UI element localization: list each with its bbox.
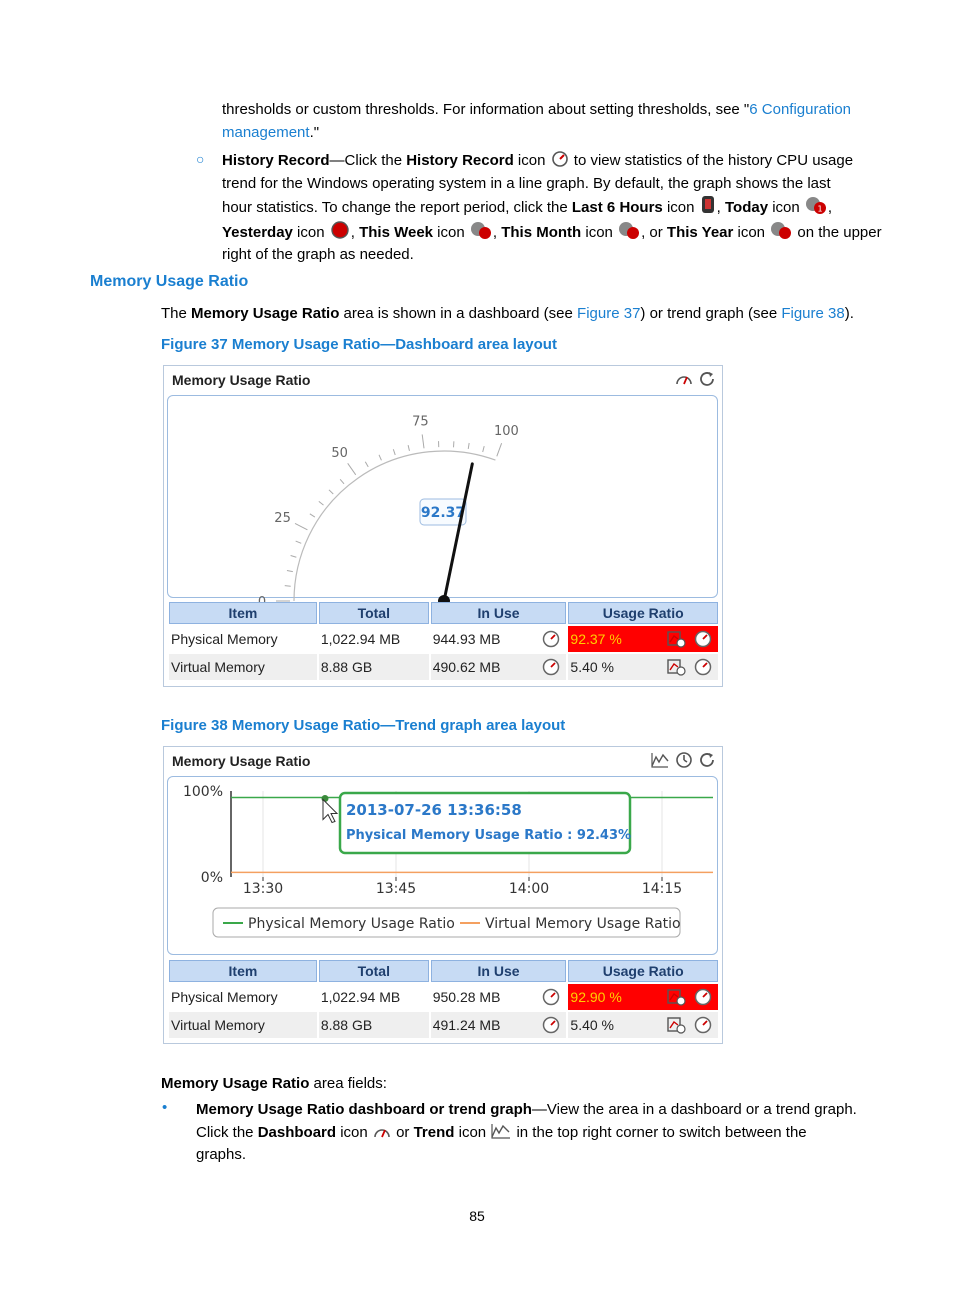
text: icon: [733, 223, 770, 241]
trend-area: [167, 776, 718, 955]
bold-text: Memory Usage Ratio: [191, 305, 340, 322]
text: ) or trend graph (see: [640, 305, 782, 322]
fields-line: [161, 1073, 387, 1096]
table-row: [169, 654, 718, 680]
history-record-icon[interactable]: [694, 988, 712, 1009]
text: icon: [662, 199, 699, 216]
panel-title: Memory Usage Ratio: [172, 753, 311, 769]
x-tick-label: 14:00: [508, 881, 550, 897]
text: icon: [454, 1123, 491, 1141]
history-record-paragraph: History Record—Click the History Record icon to view statistics of the history CPU usage trend for the Windows operating system in a line graph. By default, the graph shows the last hour statistics. To change the report period, click the Last 6 Hours icon , Today icon 1 , Yesterday icon , This Week icon , This Month icon , or This Year icon on the upper right of the graph as needed.: [222, 152, 882, 263]
table-row: [169, 984, 718, 1010]
config-link-2[interactable]: management: [222, 123, 310, 141]
cell-total: 8.88 GB: [319, 1012, 429, 1038]
history-record-icon[interactable]: [694, 658, 712, 679]
history-record-icon: [550, 150, 570, 168]
text: graphs.: [196, 1146, 247, 1163]
bold-text: Memory Usage Ratio: [161, 1075, 310, 1092]
this-year-icon: [769, 220, 793, 240]
history-record-bold: History Record: [406, 152, 514, 169]
alarm-settings-icon[interactable]: [666, 1016, 686, 1037]
figure-38-caption: Figure 38 Memory Usage Ratio—Trend graph area layout: [161, 717, 566, 734]
cell-total: 1,022.94 MB: [320, 631, 401, 647]
cell-inuse: [431, 654, 567, 680]
gauge-tick: [365, 462, 368, 467]
gauge-tick: [329, 490, 333, 494]
col-total: Total: [319, 960, 429, 982]
text: hour statistics. To change the report period, click the: [222, 199, 572, 216]
cell-item: Physical Memory: [171, 631, 278, 647]
cell-item: Virtual Memory: [169, 1012, 317, 1038]
today-icon: [804, 195, 828, 215]
today-label: Today: [724, 199, 769, 216]
text: to view statistics of the history CPU usage: [569, 152, 854, 169]
cell-inuse: [431, 1012, 567, 1038]
text: trend for the Windows operating system in a line graph. By default, the graph shows the last: [222, 174, 831, 192]
cell-usage-ratio: [568, 626, 718, 652]
inuse-value: 950.28 MB: [432, 989, 501, 1005]
text: —View the area in a dashboard or a trend graph.: [531, 1101, 857, 1118]
inuse-value: 944.93 MB: [432, 631, 501, 647]
inuse-value: 491.24 MB: [432, 1017, 501, 1033]
gauge-tick: [468, 443, 469, 449]
text: icon: [292, 223, 329, 241]
gauge-tick: [497, 443, 502, 456]
inuse-value: 490.62 MB: [432, 659, 501, 675]
text: area is shown in a dashboard (see: [339, 305, 578, 322]
text: ).: [844, 305, 854, 322]
gauge-tick: [348, 463, 356, 474]
x-tick-label: 13:45: [375, 881, 417, 897]
gauge-tick: [340, 479, 344, 484]
trend-chart: [168, 777, 717, 954]
text: —Click the: [329, 152, 407, 169]
tooltip-time: 2013-07-26 13:36:58: [346, 801, 522, 819]
legend-label: Virtual Memory Usage Ratio: [485, 916, 681, 932]
gauge-tick: [291, 556, 297, 558]
cell-usage-ratio: [568, 654, 718, 680]
col-inuse: In Use: [431, 960, 567, 982]
history-record-icon[interactable]: [542, 658, 560, 679]
cell-total: 1,022.94 MB: [320, 989, 401, 1005]
history-record-label: History Record: [222, 152, 330, 169]
refresh-icon[interactable]: [698, 370, 718, 388]
panel-title: Memory Usage Ratio: [172, 372, 311, 388]
col-usage-ratio: Usage Ratio: [568, 602, 718, 624]
alarm-settings-icon[interactable]: [666, 988, 686, 1009]
table-row: [169, 626, 718, 652]
gauge-tick: [483, 446, 485, 452]
cell-item: Physical Memory: [171, 989, 278, 1005]
text: icon: [433, 223, 469, 241]
trend-label: Trend: [413, 1123, 455, 1141]
dashboard-panel: [163, 365, 723, 687]
yesterday-label: Yesterday: [222, 223, 293, 241]
table-row: [169, 1012, 718, 1038]
gauge-tick-label: 75: [412, 414, 429, 430]
col-inuse: In Use: [431, 602, 567, 624]
cell-inuse: [431, 984, 567, 1010]
text: or: [391, 1123, 414, 1141]
dashboard-icon[interactable]: [674, 370, 694, 388]
gauge-tick-label: 100: [493, 424, 519, 440]
figure-37-caption: Figure 37 Memory Usage Ratio—Dashboard area layout: [161, 336, 557, 353]
col-item: Item: [169, 602, 317, 624]
legend-label: Physical Memory Usage Ratio: [248, 916, 455, 932]
intro-end: .": [309, 123, 320, 141]
history-record-icon[interactable]: [674, 751, 694, 769]
gauge-tick: [287, 570, 293, 571]
gauge-tick-label: 25: [274, 510, 291, 526]
figure-37-link[interactable]: Figure 37: [577, 305, 641, 322]
dashboard-label: Dashboard: [257, 1123, 337, 1141]
gauge-tick: [319, 501, 324, 505]
trend-icon[interactable]: [650, 751, 670, 769]
config-link[interactable]: 6 Configuration: [749, 101, 851, 118]
this-week-label: This Week: [359, 223, 434, 241]
usage-ratio-value: 92.37 %: [570, 631, 622, 647]
gauge-tick: [310, 514, 315, 517]
last-6-hours-icon: [699, 195, 717, 215]
gauge-needle: [442, 464, 473, 613]
bold-text: Memory Usage Ratio dashboard or trend graph: [196, 1101, 532, 1118]
history-record-icon[interactable]: [694, 1016, 712, 1037]
intro-text: thresholds or custom thresholds. For information about setting thresholds, see ": [222, 101, 750, 118]
sub-bullet: ○: [196, 151, 205, 167]
mouse-cursor: [323, 800, 337, 823]
dashboard-icon: [372, 1124, 392, 1140]
gauge-value-label: 92.37: [420, 505, 466, 521]
history-record-icon[interactable]: [694, 630, 712, 651]
cell-inuse: [431, 626, 567, 652]
x-tick-label: 13:30: [242, 881, 284, 897]
col-total: Total: [319, 602, 429, 624]
cell-item: Virtual Memory: [169, 654, 317, 680]
y-tick-label: 100%: [182, 784, 223, 800]
gauge-tick: [295, 523, 307, 529]
memory-table-2: [167, 958, 720, 1040]
trend-icon: [490, 1122, 512, 1140]
cell-usage-ratio: [568, 984, 718, 1010]
history-record-icon[interactable]: [542, 988, 560, 1009]
y-tick-label: 0%: [200, 870, 223, 886]
alarm-settings-icon[interactable]: [666, 630, 686, 651]
text: in the top right corner to switch between the: [512, 1123, 807, 1141]
cell-total: 8.88 GB: [319, 654, 429, 680]
intro-paragraph: [222, 99, 882, 144]
alarm-settings-icon[interactable]: [666, 658, 686, 679]
text: icon: [336, 1123, 372, 1141]
yesterday-icon: [329, 220, 351, 240]
usage-ratio-value: 5.40 %: [570, 659, 614, 675]
usage-ratio-value: 5.40 %: [570, 1017, 614, 1033]
text: area fields:: [309, 1075, 387, 1092]
gauge-tick: [393, 449, 395, 455]
text: icon: [581, 223, 618, 241]
this-month-icon: [617, 220, 641, 240]
bullet-dot: •: [162, 1099, 168, 1116]
gauge-tick: [422, 434, 424, 448]
history-record-icon[interactable]: [542, 630, 560, 651]
gauge-tick: [296, 541, 302, 543]
this-month-label: This Month: [501, 223, 582, 241]
history-record-icon[interactable]: [542, 1016, 560, 1037]
cell-usage-ratio: [568, 1012, 718, 1038]
gauge-tick: [285, 586, 291, 587]
figure-38-link[interactable]: Figure 38: [781, 305, 845, 322]
page-number: 85: [469, 1208, 485, 1224]
section-heading: Memory Usage Ratio: [90, 273, 249, 290]
this-year-label: This Year: [666, 223, 734, 241]
svg-text:1: 1: [817, 204, 823, 214]
text: icon: [768, 199, 804, 216]
col-item: Item: [169, 960, 317, 982]
text: Click the: [196, 1123, 258, 1141]
section-paragraph: [161, 303, 881, 326]
usage-ratio-value: 92.90 %: [570, 989, 622, 1005]
bullet-paragraph: [196, 1099, 886, 1167]
last-6-hours-label: Last 6 Hours: [571, 199, 663, 216]
gauge-tick-label: 50: [331, 445, 348, 461]
gauge-chart: [168, 396, 717, 597]
gauge-area: [167, 395, 718, 598]
col-usage-ratio: Usage Ratio: [568, 960, 718, 982]
text: , or: [641, 223, 667, 241]
refresh-icon[interactable]: [698, 751, 718, 769]
text: The: [161, 305, 192, 322]
text: icon: [513, 152, 550, 169]
this-week-icon: [469, 220, 493, 240]
gauge-tick: [379, 455, 381, 460]
memory-table-1: [167, 600, 720, 682]
text: on the upper: [793, 223, 882, 241]
trend-panel: [163, 746, 723, 1044]
text: right of the graph as needed.: [222, 246, 414, 263]
tooltip-text: Physical Memory Usage Ratio : 92.43%: [346, 828, 632, 843]
gauge-arc: [294, 451, 495, 601]
x-tick-label: 14:15: [641, 881, 683, 897]
gauge-tick: [408, 445, 409, 451]
